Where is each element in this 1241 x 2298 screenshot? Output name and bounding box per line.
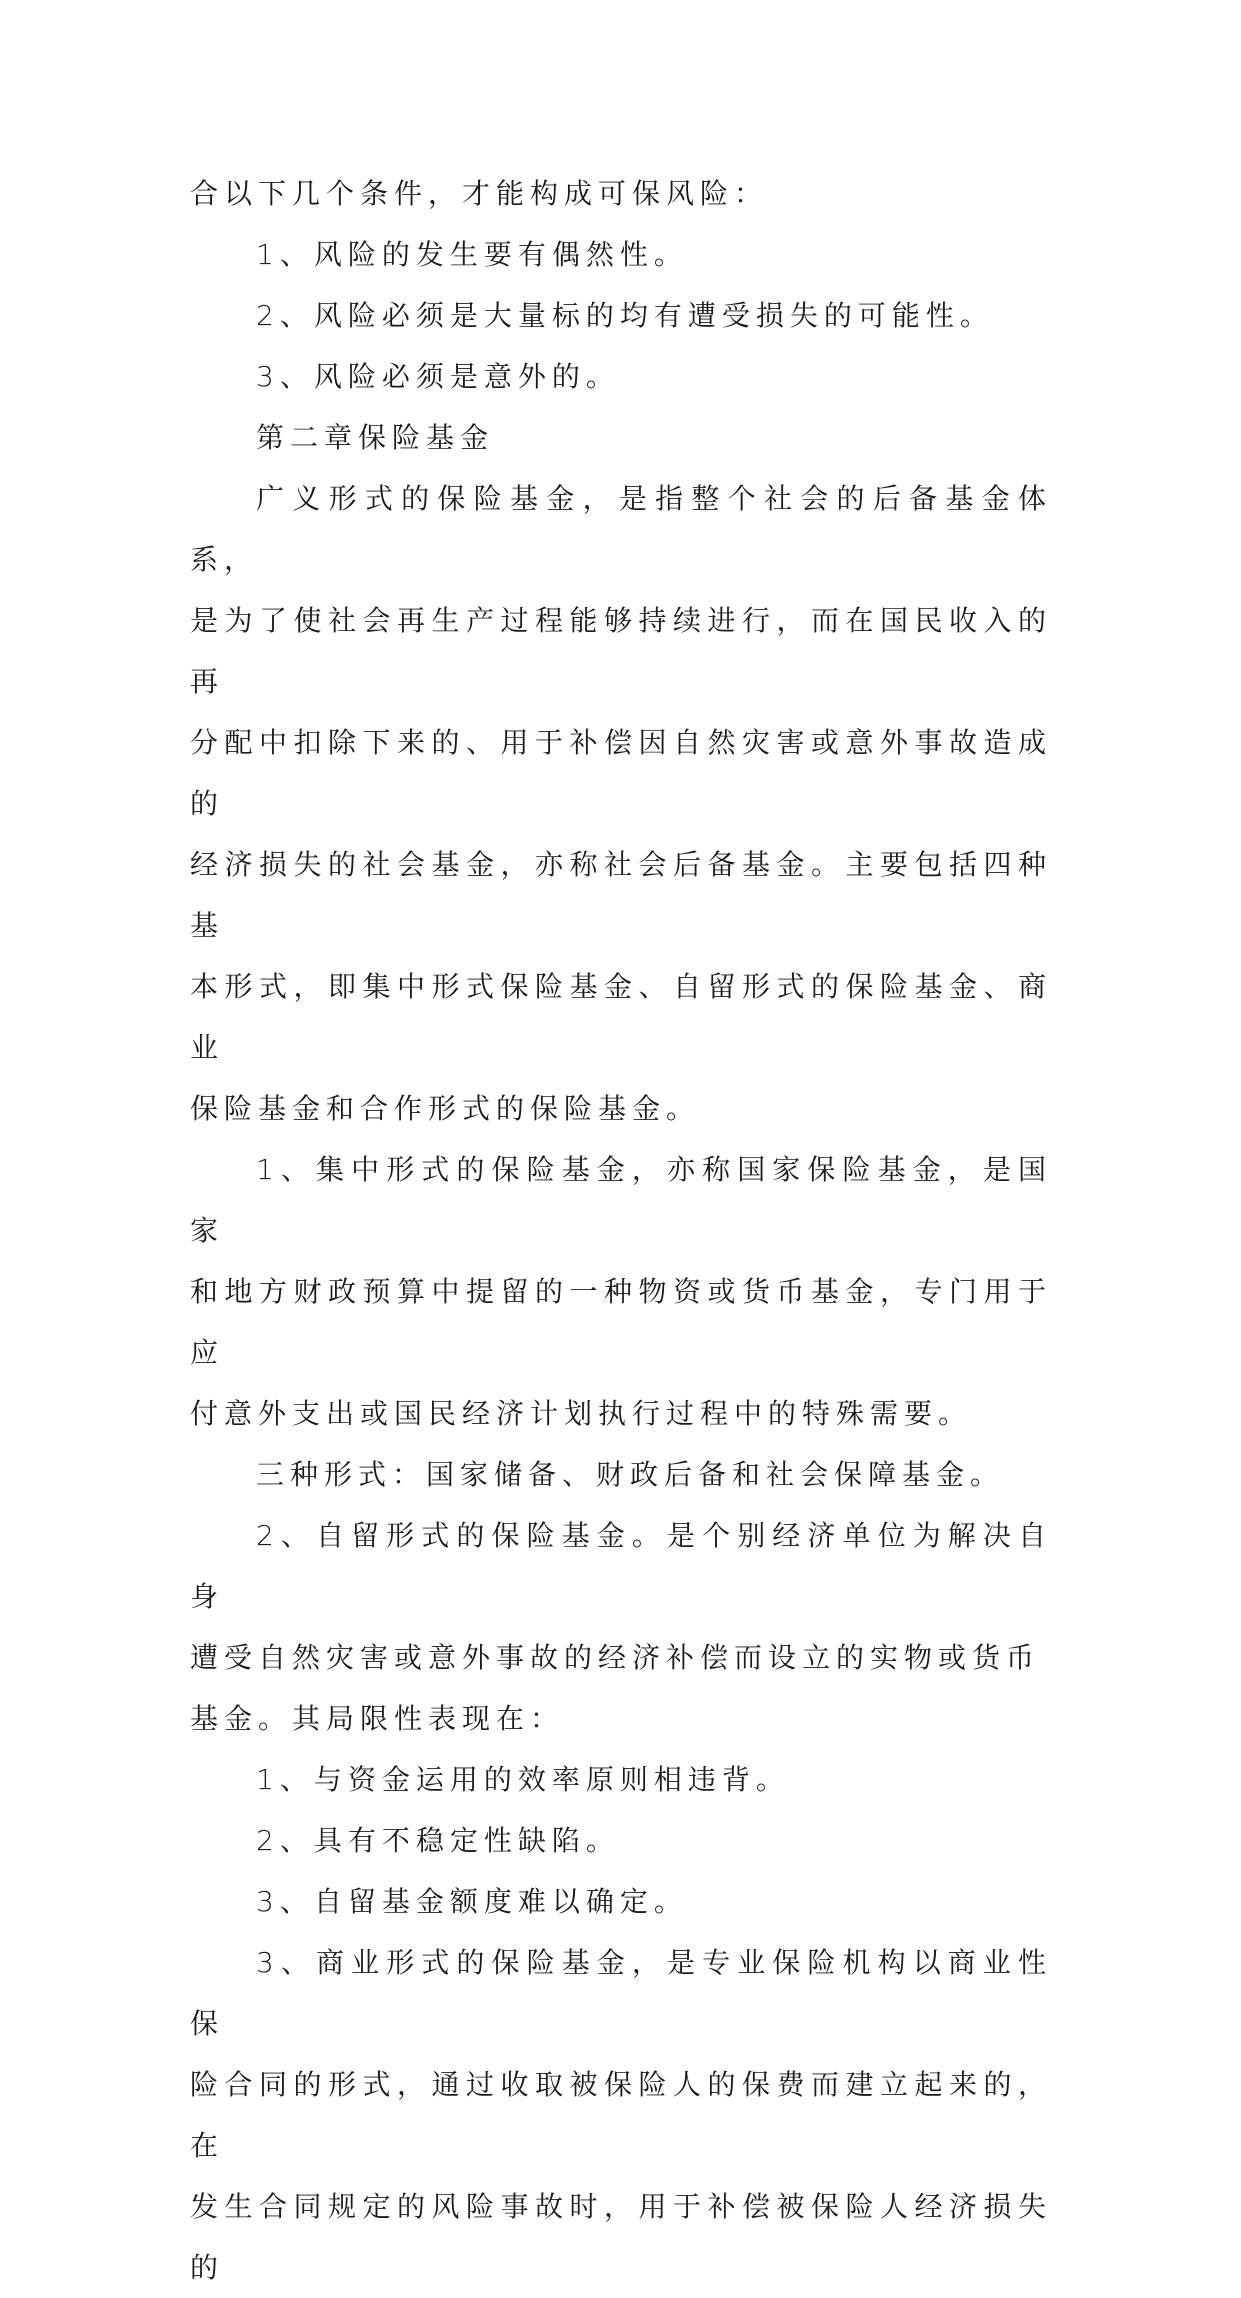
list-item [190,1749,1052,1810]
paragraph [190,1139,1052,1444]
text-line: 发生合同规定的风险事故时，用于补偿被保险人经济损失的 [190,2190,1052,2284]
text-line: 险合同的形式，通过收取被保险人的保费而建立起来的，在 [190,2068,1052,2162]
text-line: 1、集中形式的保险基金，亦称国家保险基金，是国家 [190,1153,1052,1247]
text-line: 是为了使社会再生产过程能够持续进行，而在国民收入的再 [190,604,1052,698]
text-line: 1、与资金运用的效率原则相违背。 [256,1763,790,1796]
text-line: 本形式，即集中形式保险基金、自留形式的保险基金、商业 [190,970,1052,1064]
text-line: 合以下几个条件，才能构成可保风险： [190,177,769,210]
text-line: 3、自留基金额度难以确定。 [256,1885,688,1918]
text-line: 和地方财政预算中提留的一种物资或货币基金，专门用于应 [190,1275,1052,1369]
chapter-heading [190,407,1052,468]
list-item [190,224,1052,285]
list-item [190,1871,1052,1932]
text-line: 3、风险必须是意外的。 [256,360,620,393]
document-body [190,163,1052,2298]
text-line: 3、商业形式的保险基金，是专业保险机构以商业性保 [190,1946,1052,2040]
text-line: 2、自留形式的保险基金。是个别经济单位为解决自身 [190,1519,1052,1613]
text-line: 付意外支出或国民经济计划执行过程中的特殊需要。 [190,1397,973,1430]
text-line: 广义形式的保险基金，是指整个社会的后备基金体系， [190,482,1052,576]
text-line: 三种形式：国家储备、财政后备和社会保障基金。 [256,1458,1005,1491]
list-item [190,285,1052,346]
paragraph [190,468,1052,1139]
text-line: 经济损失的社会基金，亦称社会后备基金。主要包括四种基 [190,848,1052,942]
text-line: 第二章保险基金 [256,421,495,454]
text-line: 1、风险的发生要有偶然性。 [256,238,688,271]
text-line: 分配中扣除下来的、用于补偿因自然灾害或意外事故造成的 [190,726,1052,820]
text-line: 2、风险必须是大量标的均有遭受损失的可能性。 [256,299,994,332]
text-line: 基金。其局限性表现在： [190,1702,565,1735]
text-line: 遭受自然灾害或意外事故的经济补偿而设立的实物或货币 [190,1641,1041,1674]
text-line: 保险基金和合作形式的保险基金。 [190,1092,701,1125]
paragraph [190,163,1052,224]
list-item [190,1810,1052,1871]
list-item [190,346,1052,407]
text-line: 2、具有不稳定性缺陷。 [256,1824,620,1857]
paragraph [190,1505,1052,1749]
paragraph [190,1932,1052,2298]
paragraph [190,1444,1052,1505]
